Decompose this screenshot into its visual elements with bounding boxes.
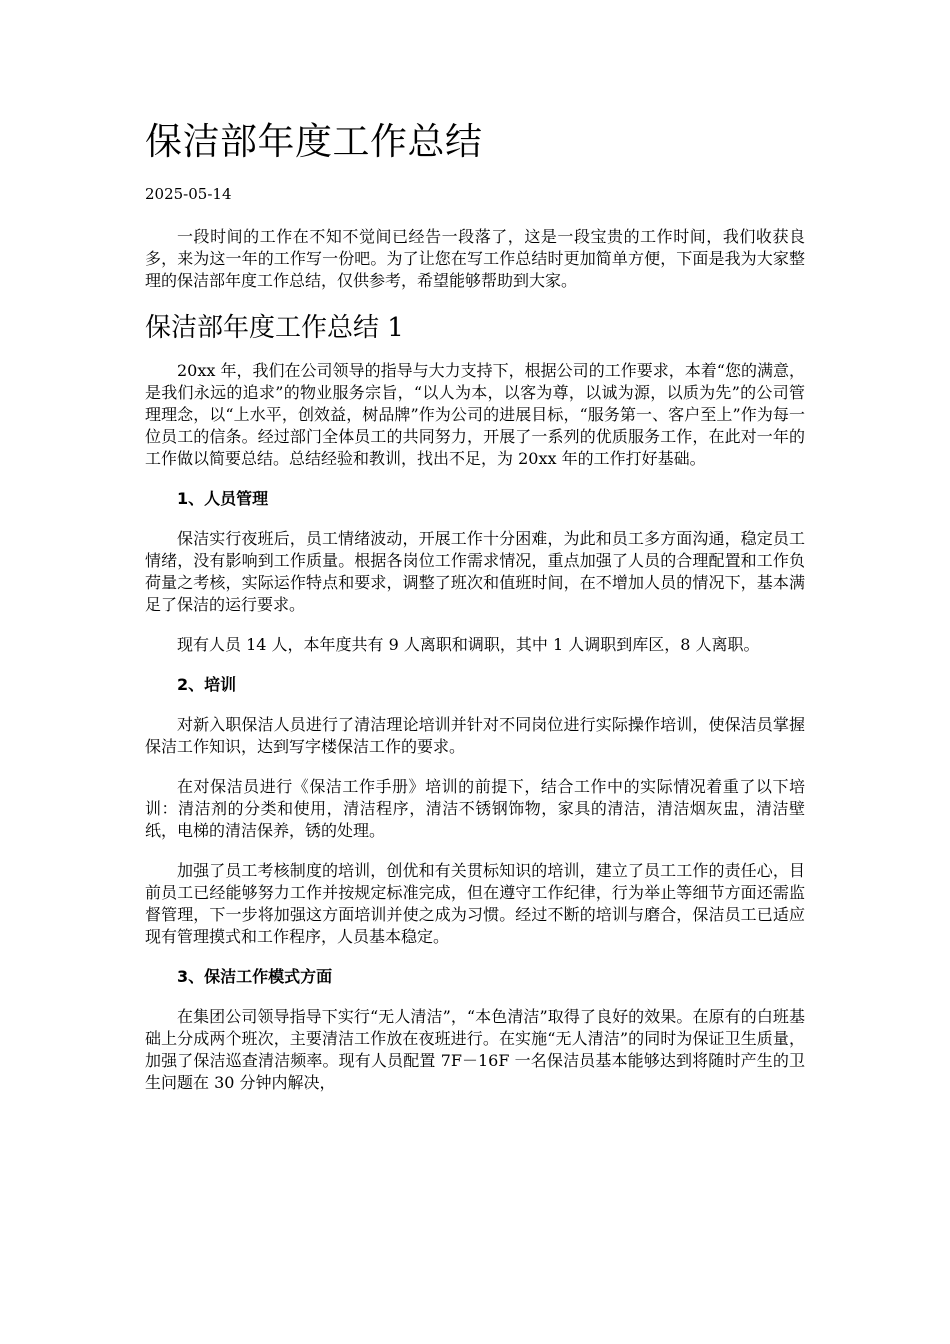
section-heading: 保洁部年度工作总结 1 [145, 313, 404, 343]
paragraph: 在集团公司领导指导下实行“无人清洁”，“本色清洁”取得了良好的效果。在原有的白班基础上分成两个班次，主要清洁工作放在夜班进行。在实施“无人清洁”的同时为保证卫生质量，加强了保洁巡查清洁频率。现有人员配置 7F－16F 一名保洁员基本能够达到将随时产生的卫生问题在 30 分钟内解决， [145, 1007, 805, 1092]
document-title: 保洁部年度工作总结 [145, 120, 483, 163]
paragraph: 加强了员工考核制度的培训，创优和有关贯标知识的培训，建立了员工工作的责任心，目前员工已经能够努力工作并按规定标准完成，但在遵守工作纪律，行为举止等细节方面还需监督管理，下一步将加强这方面培训并使之成为习惯。经过不断的培训与磨合，保洁员工已适应现有管理摸式和工作程序，人员基本稳定。 [145, 861, 805, 946]
paragraph: 现有人员 14 人，本年度共有 9 人离职和调职，其中 1 人调职到库区，8 人离职。 [177, 635, 760, 654]
document-body [145, 226, 805, 1112]
subsection-heading-personnel: 1、人员管理 [177, 489, 269, 508]
subsection-heading-work-mode: 3、保洁工作模式方面 [177, 967, 333, 986]
subsection-heading-training: 2、培训 [177, 675, 237, 694]
section-paragraph: 20xx 年，我们在公司领导的指导与大力支持下，根据公司的工作要求，本着“您的满意，是我们永远的追求”的物业服务宗旨，“以人为本，以客为尊，以诚为源，以质为先”的公司管理理念，以“上水平，创效益，树品牌”作为公司的进展目标，“服务第一、客户至上”作为每一位员工的信条。经过部门全体员工的共同努力，开展了一系列的优质服务工作，在此对一年的工作做以简要总结。总结经验和教训，找出不足，为 20xx 年的工作打好基础。 [145, 361, 805, 468]
paragraph: 对新入职保洁人员进行了清洁理论培训并针对不同岗位进行实际操作培训，使保洁员掌握保洁工作知识，达到写字楼保洁工作的要求。 [145, 715, 805, 756]
intro-paragraph: 一段时间的工作在不知不觉间已经告一段落了，这是一段宝贵的工作时间，我们收获良多，来为这一年的工作写一份吧。为了让您在写工作总结时更加简单方便，下面是我为大家整理的保洁部年度工作总结，仅供参考，希望能够帮助到大家。 [145, 227, 805, 290]
paragraph: 在对保洁员进行《保洁工作手册》培训的前提下，结合工作中的实际情况着重了以下培训：清洁剂的分类和使用，清洁程序，清洁不锈钢饰物，家具的清洁，清洁烟灰盅，清洁壁纸，电梯的清洁保养，锈的处理。 [145, 777, 805, 840]
paragraph: 保洁实行夜班后，员工情绪波动，开展工作十分困难，为此和员工多方面沟通，稳定员工情绪，没有影响到工作质量。根据各岗位工作需求情况，重点加强了人员的合理配置和工作负荷量之考核，实际运作特点和要求，调整了班次和值班时间，在不增加人员的情况下，基本满足了保洁的运行要求。 [145, 529, 805, 614]
document-date: 2025-05-14 [145, 185, 232, 203]
